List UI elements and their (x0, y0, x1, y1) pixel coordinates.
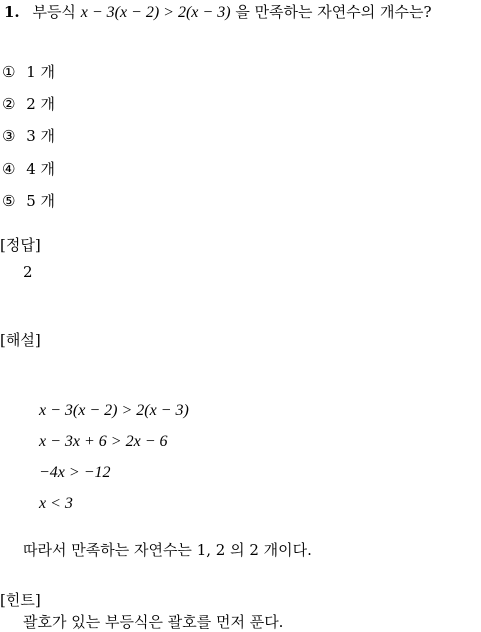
question (4, 2, 432, 23)
question-inequality: x − 3(x − 2) > 2(x − 3) (80, 4, 231, 21)
choice-1-mark: ① (2, 63, 16, 81)
choice-3-text: 3 개 (26, 127, 56, 145)
choice-2[interactable] (2, 94, 55, 114)
choice-5[interactable] (2, 191, 55, 211)
question-suffix: 을 만족하는 자연수의 개수는? (235, 3, 432, 21)
explanation-step-1: x − 3(x − 2) > 2(x − 3) (39, 402, 189, 419)
answer-label: [정답] (0, 236, 41, 254)
choice-1[interactable] (2, 62, 55, 82)
hint-text: 괄호가 있는 부등식은 괄호를 먼저 푼다. (23, 613, 284, 631)
question-prefix: 부등식 (32, 3, 76, 21)
explanation-step-3: −4x > −12 (39, 464, 111, 481)
choice-4[interactable] (2, 159, 55, 179)
choice-4-text: 4 개 (26, 160, 56, 178)
answer-value: 2 (23, 263, 33, 281)
choice-5-text: 5 개 (26, 192, 56, 210)
question-number: 1. (4, 3, 20, 21)
choice-2-text: 2 개 (26, 95, 56, 113)
choice-4-mark: ④ (2, 160, 16, 178)
explanation-step-2: x − 3x + 6 > 2x − 6 (39, 433, 168, 450)
choice-3[interactable] (2, 126, 55, 146)
choice-1-text: 1 개 (26, 63, 56, 81)
choice-5-mark: ⑤ (2, 192, 16, 210)
hint-label: [힌트] (0, 591, 41, 609)
explanation-step-4: x < 3 (39, 495, 73, 512)
explanation-conclusion: 따라서 만족하는 자연수는 1, 2 의 2 개이다. (23, 541, 312, 559)
explanation-label: [해설] (0, 331, 41, 349)
choice-3-mark: ③ (2, 127, 16, 145)
choice-2-mark: ② (2, 95, 16, 113)
